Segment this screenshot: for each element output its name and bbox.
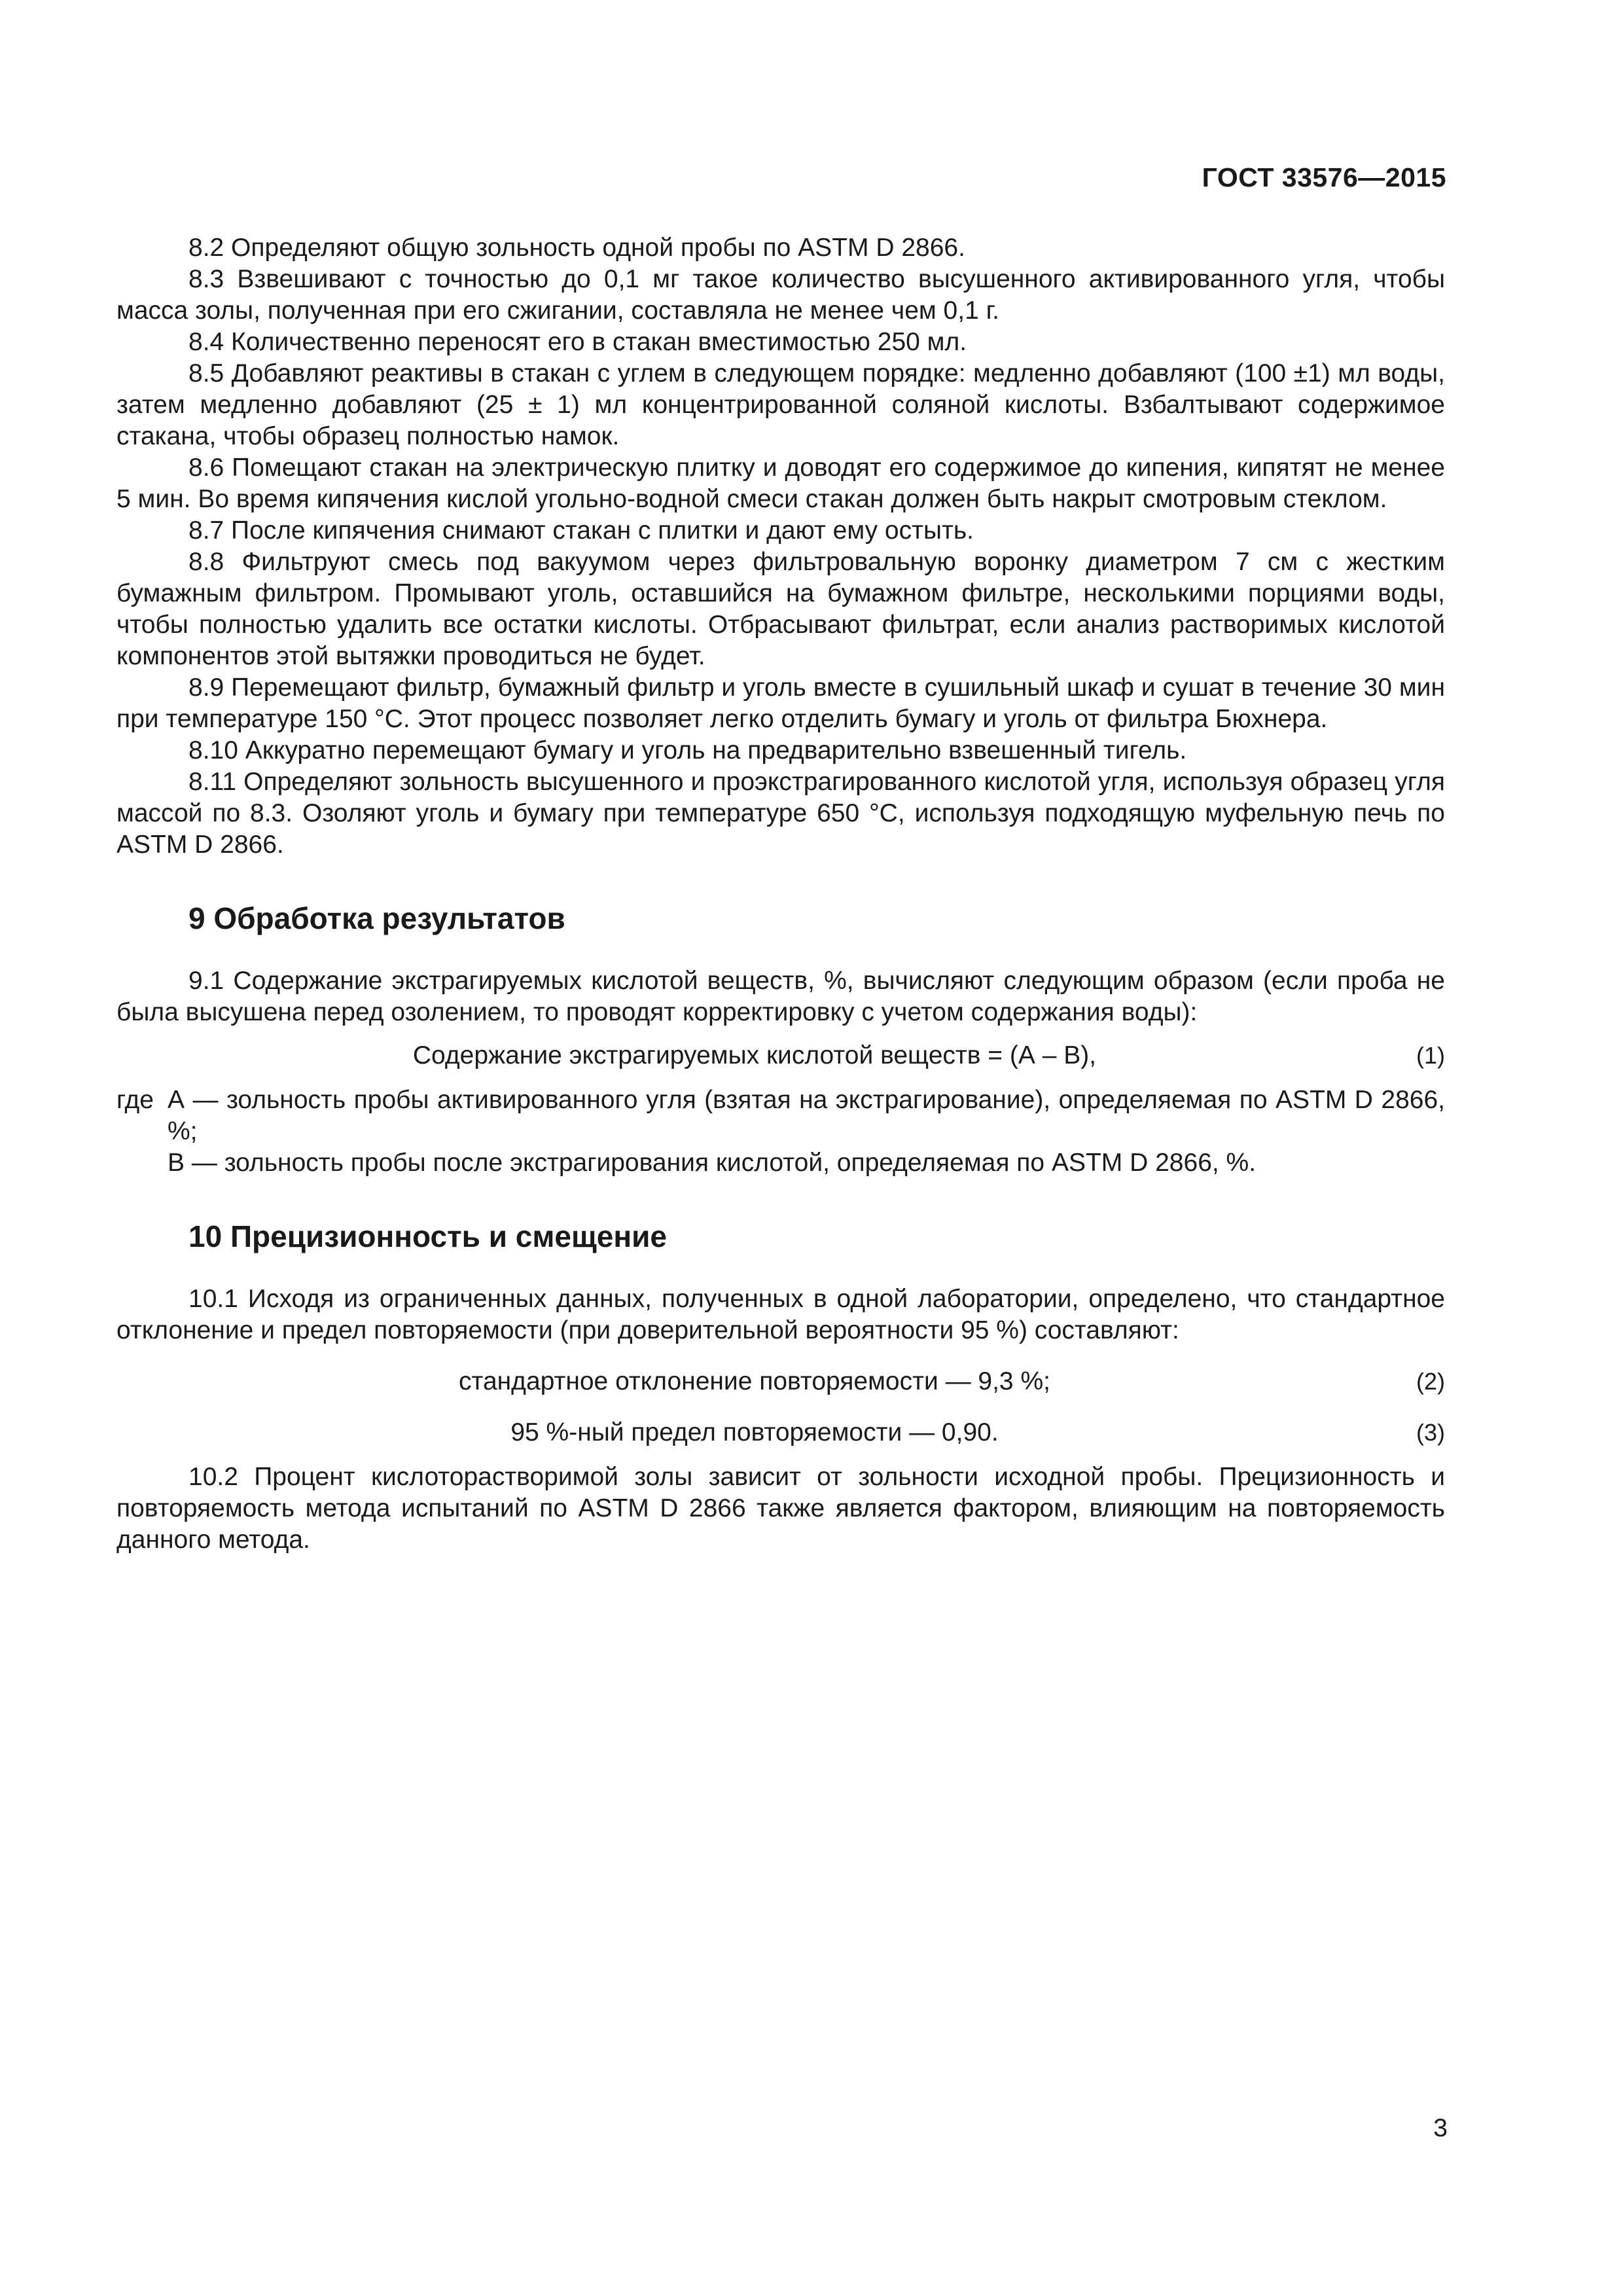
formula-3 [116, 1417, 1445, 1448]
where-b-key: В — [168, 1149, 224, 1177]
paragraph-8-5: 8.5 Добавляют реактивы в стакан с углем в следующем порядке: медленно добавляют (100 ±1) мл воды, затем медленно добавляют (25 ± 1) мл концентрированной соляной кислоты. Взбалтывают содержимое стакана, чтобы образец полностью намок. [116, 359, 1445, 450]
formula-1 [116, 1040, 1445, 1071]
paragraph-8-7: 8.7 После кипячения снимают стакан с плитки и дают ему остыть. [188, 516, 974, 545]
where-b-row [116, 1147, 1445, 1179]
where-b-text: зольность пробы после экстрагирования кислотой, определяемая по ASTM D 2866, %. [224, 1149, 1257, 1177]
where-a-text: зольность пробы активированного угля (взятая на экстрагирование), определяемая по ASTM D 2866, %; [168, 1086, 1446, 1145]
paragraph-8-4: 8.4 Количественно переносят его в стакан вместимостью 250 мл. [188, 328, 967, 356]
page-content [116, 232, 1445, 1556]
paragraph-9-1: 9.1 Содержание экстрагируемых кислотой веществ, %, вычисляют следующим образом (если проба не была высушена перед озолением, то проводят корректировку с учетом содержания воды): [116, 967, 1445, 1026]
formula-2-number: (2) [1416, 1368, 1445, 1395]
paragraph-8-10: 8.10 Аккуратно перемещают бумагу и уголь на предварительно взвешенный тигель. [188, 736, 1187, 764]
paragraph-8-2: 8.2 Определяют общую зольность одной пробы по ASTM D 2866. [188, 234, 965, 262]
paragraph-8-6: 8.6 Помещают стакан на электрическую плитку и доводят его содержимое до кипения, кипятят не менее 5 мин. Во время кипячения кислой угольно-водной смеси стакан должен быть накрыт смотровым стеклом. [116, 454, 1445, 513]
formula-2-text: стандартное отклонение повторяемости — 9,3 %; [459, 1367, 1050, 1395]
formula-3-text: 95 %-ный предел повторяемости — 0,90. [510, 1418, 999, 1446]
where-a-row [116, 1085, 1445, 1147]
document-id: ГОСТ 33576—2015 [1202, 162, 1446, 192]
formula-3-number: (3) [1416, 1419, 1445, 1446]
section-heading-10: 10 Прецизионность и смещение [188, 1219, 668, 1253]
paragraph-8-9: 8.9 Перемещают фильтр, бумажный фильтр и уголь вместе в сушильный шкаф и сушат в течение 30 мин при температуре 150 °С. Этот процесс позволяет легко отделить бумагу и уголь от фильтра Бюхнера. [116, 673, 1445, 733]
paragraph-8-8: 8.8 Фильтруют смесь под вакуумом через фильтровальную воронку диаметром 7 см с жестким бумажным фильтром. Промывают уголь, оставшийся на бумажном фильтре, несколькими порциями воды, чтобы полностью удалить все остатки кислоты. Отбрасывают фильтрат, если анализ растворимых кислотой компонентов этой вытяжки проводиться не будет. [116, 548, 1445, 670]
paragraph-10-1: 10.1 Исходя из ограниченных данных, полученных в одной лаборатории, определено, что стандартное отклонение и предел повторяемости (при доверительной вероятности 95 %) составляют: [116, 1285, 1445, 1344]
paragraph-10-2: 10.2 Процент кислоторастворимой золы зависит от зольности исходной пробы. Прецизионность и повторяемость метода испытаний по ASTM D 2866 также является фактором, влияющим на повторяемость данного метода. [116, 1463, 1445, 1554]
where-a-key: А — [168, 1086, 226, 1114]
where-intro: где [116, 1086, 154, 1114]
section-heading-9: 9 Обработка результатов [188, 901, 565, 935]
page-number: 3 [1433, 2114, 1448, 2142]
paragraph-8-11: 8.11 Определяют зольность высушенного и проэкстрагированного кислотой угля, используя образец угля массой по 8.3. Озоляют уголь и бумагу при температуре 650 °С, используя подходящую муфельную печь по ASTM D 2866. [116, 768, 1445, 859]
paragraph-8-3: 8.3 Взвешивают с точностью до 0,1 мг такое количество высушенного активированного угля, чтобы масса золы, полученная при его сжигании, составляла не менее чем 0,1 г. [116, 265, 1445, 325]
formula-1-text: Содержание экстрагируемых кислотой веществ = (А – В), [412, 1041, 1097, 1069]
formula-2 [116, 1366, 1445, 1397]
formula-1-number: (1) [1416, 1042, 1445, 1069]
where-b-definition [168, 1147, 1445, 1179]
where-a-definition [168, 1085, 1445, 1147]
